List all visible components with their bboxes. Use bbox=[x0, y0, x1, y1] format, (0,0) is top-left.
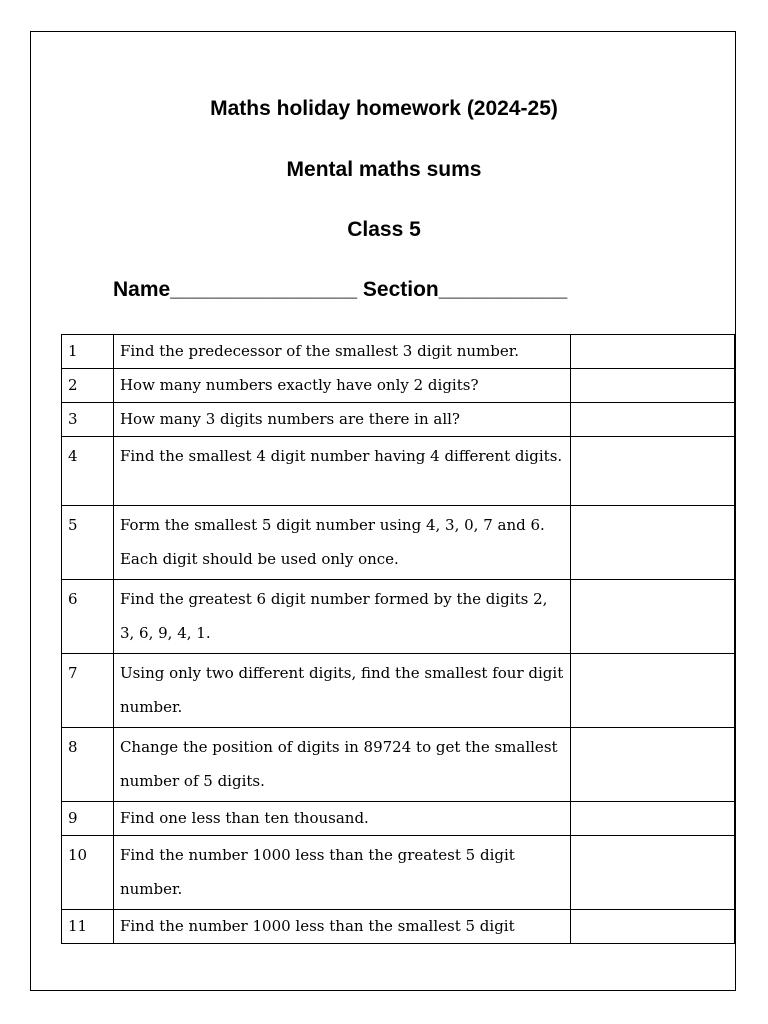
question-text: Using only two different digits, find the smallest four digit number. bbox=[113, 654, 570, 728]
table-row bbox=[62, 728, 735, 802]
question-text: Find the predecessor of the smallest 3 digit number. bbox=[113, 335, 570, 369]
question-number: 2 bbox=[62, 369, 114, 403]
answer-cell[interactable] bbox=[571, 335, 735, 369]
question-text: How many numbers exactly have only 2 digits? bbox=[113, 369, 570, 403]
table-row bbox=[62, 910, 735, 944]
answer-cell[interactable] bbox=[571, 580, 735, 654]
answer-cell[interactable] bbox=[571, 403, 735, 437]
question-number: 5 bbox=[62, 506, 114, 580]
question-number: 4 bbox=[62, 437, 114, 506]
question-text: Find the number 1000 less than the greatest 5 digit number. bbox=[113, 836, 570, 910]
question-number: 1 bbox=[62, 335, 114, 369]
question-text: Find the smallest 4 digit number having 4 different digits. bbox=[113, 437, 570, 506]
table-row bbox=[62, 437, 735, 506]
question-text: Find the greatest 6 digit number formed by the digits 2, 3, 6, 9, 4, 1. bbox=[113, 580, 570, 654]
answer-cell[interactable] bbox=[571, 506, 735, 580]
answer-cell[interactable] bbox=[571, 728, 735, 802]
answer-cell[interactable] bbox=[571, 910, 735, 944]
question-number: 10 bbox=[62, 836, 114, 910]
table-row bbox=[62, 369, 735, 403]
question-number: 6 bbox=[62, 580, 114, 654]
question-text: Find one less than ten thousand. bbox=[113, 802, 570, 836]
table-row bbox=[62, 403, 735, 437]
table-row bbox=[62, 580, 735, 654]
question-number: 8 bbox=[62, 728, 114, 802]
worksheet-subtitle: Mental maths sums bbox=[286, 158, 482, 181]
question-number: 9 bbox=[62, 802, 114, 836]
question-number: 7 bbox=[62, 654, 114, 728]
class-label: Class 5 bbox=[347, 218, 421, 241]
table-row bbox=[62, 802, 735, 836]
question-number: 3 bbox=[62, 403, 114, 437]
table-row bbox=[62, 836, 735, 910]
table-row bbox=[62, 335, 735, 369]
answer-cell[interactable] bbox=[571, 654, 735, 728]
answer-cell[interactable] bbox=[571, 437, 735, 506]
question-text: Change the position of digits in 89724 to get the smallest number of 5 digits. bbox=[113, 728, 570, 802]
question-text: How many 3 digits numbers are there in all? bbox=[113, 403, 570, 437]
answer-cell[interactable] bbox=[571, 369, 735, 403]
table-row bbox=[62, 654, 735, 728]
question-number: 11 bbox=[62, 910, 114, 944]
name-section-line: Name________________ Section___________ bbox=[113, 278, 568, 301]
question-text: Form the smallest 5 digit number using 4, 3, 0, 7 and 6. Each digit should be used only once. bbox=[113, 506, 570, 580]
worksheet-title: Maths holiday homework (2024-25) bbox=[210, 97, 558, 120]
table-row bbox=[62, 506, 735, 580]
answer-cell[interactable] bbox=[571, 836, 735, 910]
question-text: Find the number 1000 less than the smallest 5 digit bbox=[113, 910, 570, 944]
questions-table bbox=[61, 334, 735, 944]
answer-cell[interactable] bbox=[571, 802, 735, 836]
